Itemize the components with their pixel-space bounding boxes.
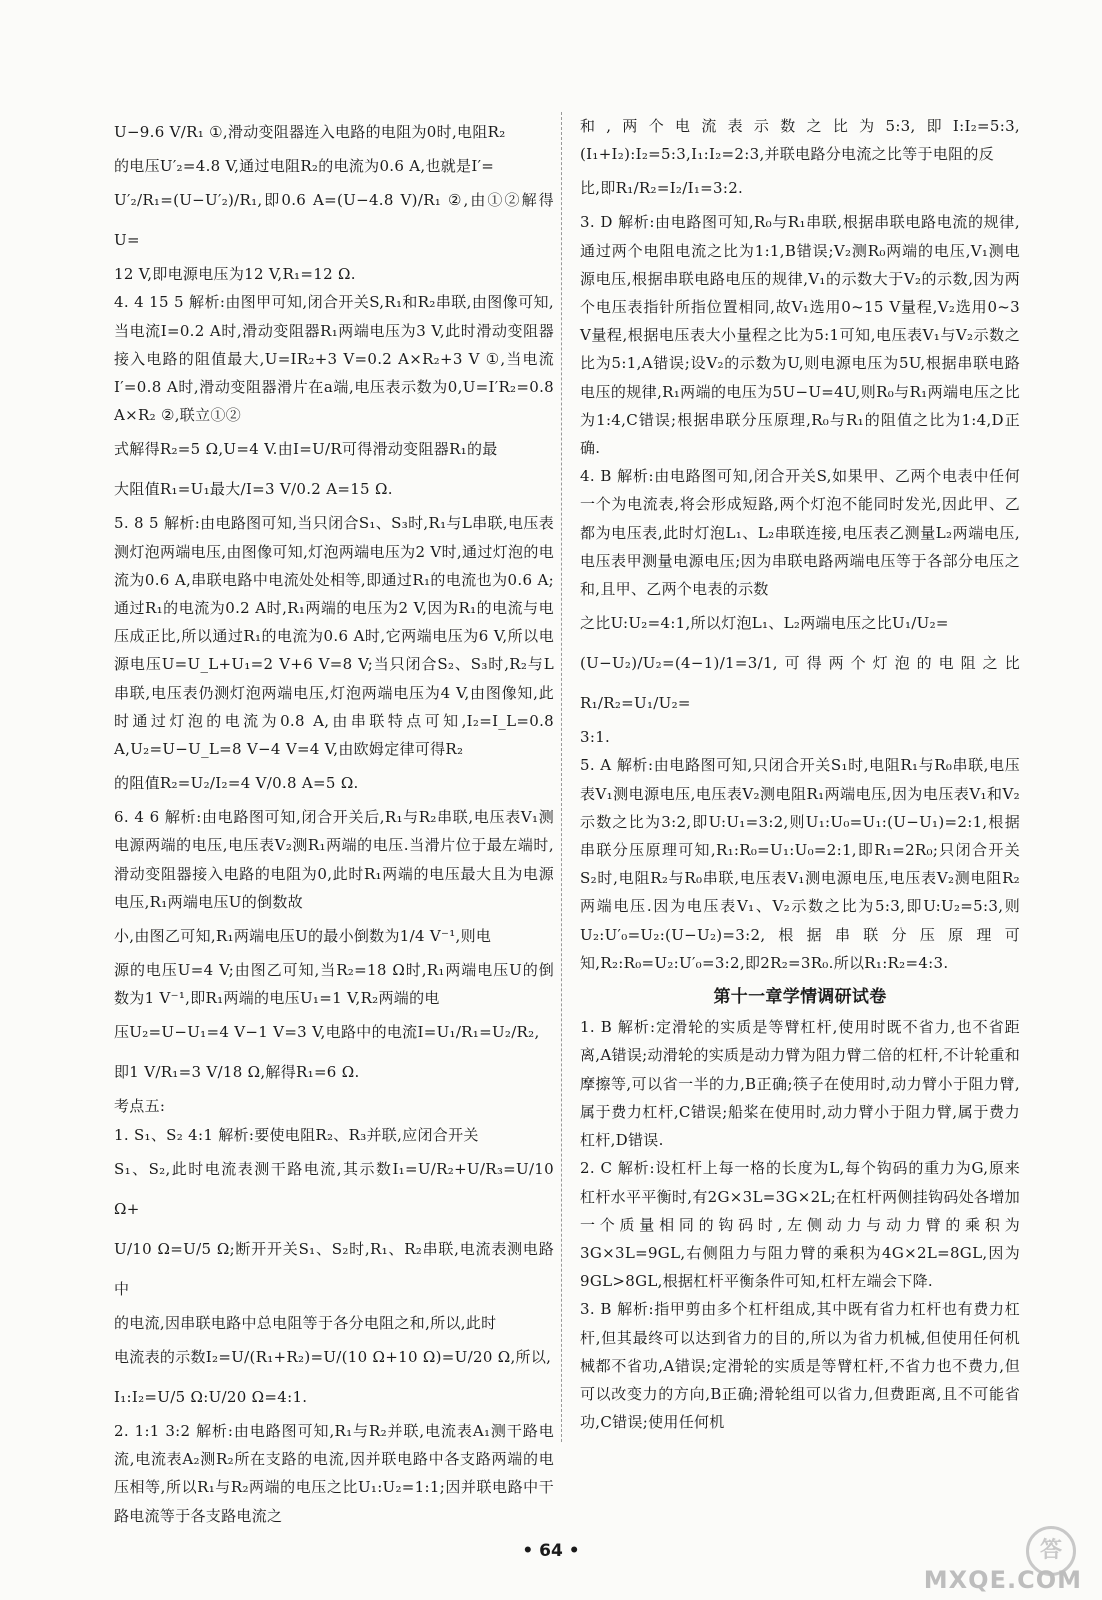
text-paragraph: 3. D 解析:由电路图可知,R₀与R₁串联,根据串联电路电流的规律,通过两个电阻电流之比为1:1,B错误;V₂测R₀两端的电压,V₁测电源电压,根据串联电路电压的规律,V₁的示数大于V₂的示数,因为两个电压表指针所指位置相同,故V₁选用0~15 V量程,V₂选用0~3 V量程,根据电压表大小量程之比为5:1可知,电压表V₁与V₂示数之比为5:1,A错误;设V₂的示数为U,则电源电压为5U,根据串联电路电压的规律,R₁两端的电压为5U−U=4U,则R₀与R₁两端电压之比为1:4,C错误;根据串联分压原理,R₀与R₁的阻值之比为1:4,D正确. xyxy=(580,213,1020,458)
column-divider xyxy=(561,112,562,1442)
text-paragraph: 式解得R₂=5 Ω,U=4 V.由I=U/R可得滑动变阻器R₁的最 xyxy=(114,440,498,459)
right-column-part-a xyxy=(580,112,1020,977)
text-paragraph: 的电压U′₂=4.8 V,通过电阻R₂的电流为0.6 A,也就是I′= xyxy=(114,157,495,175)
text-paragraph: 即1 V/R₁=3 V/18 Ω,解得R₁=6 Ω. xyxy=(114,1063,360,1082)
watermark-seal: 答 xyxy=(1026,1526,1076,1576)
text-paragraph: 5. 8 5 解析:由电路图可知,当只闭合S₁、S₃时,R₁与L串联,电压表测灯泡两端电压,由图像可知,灯泡两端电压为2 V时,通过灯泡的电流为0.6 A,串联电路中电流处处相等,即通过R₁的电流也为0.6 A;通过R₁的电流为0.2 A时,R₁两端的电压为2 V,因为R₁的电流与电压成正比,所以通过R₁的电流为0.6 A时,它两端电压为6 V,所以电源电压U=U_L+U₁=2 V+6 V=8 V;当只闭合S₂、S₃时,R₂与L串联,电压表仍测灯泡两端电压,灯泡两端电压为4 V,由图像知,此时通过灯泡的电流为0.8 A,由串联特点可知,I₂=I_L=0.8 A,U₂=U−U_L=8 V−4 V=4 V,由欧姆定律可得R₂ xyxy=(114,514,554,759)
text-paragraph: 考点五: xyxy=(114,1097,166,1116)
right-column-part-b xyxy=(580,1013,1020,1436)
text-paragraph: S₁、S₂,此时电流表测干路电流,其示数I₁=U/R₂+U/R₃=U/10 Ω+ xyxy=(114,1159,554,1218)
text-paragraph: 大阻值R₁=U₁最大/I=3 V/0.2 A=15 Ω. xyxy=(114,480,393,499)
text-paragraph: 之比U:U₂=4:1,所以灯泡L₁、L₂两端电压之比U₁/U₂= xyxy=(580,614,949,633)
text-paragraph: 电流表的示数I₂=U/(R₁+R₂)=U/(10 Ω+10 Ω)=U/20 Ω,所以, xyxy=(114,1348,552,1367)
text-paragraph: 4. B 解析:由电路图可知,闭合开关S,如果甲、乙两个电表中任何一个为电流表,将会形成短路,两个灯泡不能同时发光,因此甲、乙都为电压表,此时灯泡L₁、L₂串联连接,电压表乙测量L₂两端电压,电压表甲测量电源电压;因为串联电路两端电压等于各部分电压之和,且甲、乙两个电表的示数 xyxy=(580,467,1020,599)
text-paragraph: 4. 4 15 5 解析:由图甲可知,闭合开关S,R₁和R₂串联,由图像可知,当电流I=0.2 A时,滑动变阻器R₁两端电压为3 V,此时滑动变阻器接入电路的阻值最大,U=IR₂+3 V=0.2 A×R₂+3 V ①,当电流I′=0.8 A时,滑动变阻器滑片在a端,电压表示数为0,U=I′R₂=0.8 A×R₂ ②,联立①② xyxy=(114,293,554,425)
text-paragraph: 5. A 解析:由电路图可知,只闭合开关S₁时,电阻R₁与R₀串联,电压表V₁测电源电压,电压表V₂测电阻R₁两端电压,因为电压表V₁和V₂示数之比为3:2,即U:U₁=3:2,则U₁:U₀=U₁:(U−U₁)=2:1,根据串联分压原理可知,R₁:R₀=U₁:U₀=2:1,即R₁=2R₀;只闭合开关S₂时,电阻R₂与R₀串联,电压表V₁测电源电压,电压表V₂测电阻R₂两端电压.因为电压表V₁、V₂示数之比为5:3,即U:U₂=5:3,则U₂:U′₀=U₂:(U−U₂)=3:2,根据串联分压原理可知,R₂:R₀=U₂:U′₀=3:2,即2R₂=3R₀.所以R₁:R₂=4:3. xyxy=(580,756,1020,972)
text-paragraph: 2. 1:1 3:2 解析:由电路图可知,R₁与R₂并联,电流表A₁测干路电流,电流表A₂测R₂所在支路的电流,因并联电路中各支路两端的电压相等,所以R₁与R₂两端的电压之比U₁:U₂=1:1;因并联电路中干路电流等于各支路电流之 xyxy=(114,1422,554,1525)
text-paragraph: 6. 4 6 解析:由电路图可知,闭合开关后,R₁与R₂串联,电压表V₁测电源两端的电压,电压表V₂测R₁两端的电压.当滑片位于最左端时,滑动变阻器接入电路的电阻为0,此时R₁两端的电压最大且为电源电压,R₁两端电压U的倒数故 xyxy=(114,808,554,911)
text-paragraph: 的电流,因串联电路中总电阻等于各分电阻之和,所以,此时 xyxy=(114,1313,497,1332)
section-title: 第十一章学情调研试卷 xyxy=(713,987,887,1008)
text-paragraph: 1. B 解析:定滑轮的实质是等臂杠杆,使用时既不省力,也不省距离,A错误;动滑轮的实质是动力臂为阻力臂二倍的杠杆,不计轮重和摩擦等,可以省一半的力,B正确;筷子在使用时,动力臂小于阻力臂,属于费力杠杆,C错误;船桨在使用时,动力臂小于阻力臂,属于费力杠杆,D错误. xyxy=(580,1018,1020,1150)
watermark-logo xyxy=(923,1524,1082,1594)
watermark-site: MXQE.COM xyxy=(923,1566,1082,1594)
text-paragraph: 和,两个电流表示数之比为5:3,即I:I₂=5:3,(I₁+I₂):I₂=5:3,I₁:I₂=2:3,并联电路分电流之比等于电阻的反 xyxy=(580,117,1020,164)
text-paragraph: (U−U₂)/U₂=(4−1)/1=3/1,可得两个灯泡的电阻之比R₁/R₂=U₁/U₂= xyxy=(580,654,1020,713)
page-number: • 64 • xyxy=(522,1541,580,1561)
text-paragraph: U−9.6 V/R₁ ①,滑动变阻器连入电路的电阻为0时,电阻R₂ xyxy=(114,123,506,141)
text-paragraph: U/10 Ω=U/5 Ω;断开开关S₁、S₂时,R₁、R₂串联,电流表测电路中 xyxy=(114,1239,554,1298)
text-paragraph: 小,由图乙可知,R₁两端电压U的最小倒数为1/4 V⁻¹,则电 xyxy=(114,927,492,946)
text-paragraph: 3:1. xyxy=(580,728,611,747)
text-paragraph: 源的电压U=4 V;由图乙可知,当R₂=18 Ω时,R₁两端电压U的倒数为1 V⁻¹,即R₁两端的电压U₁=1 V,R₂两端的电 xyxy=(114,961,554,1008)
text-paragraph: I₁:I₂=U/5 Ω:U/20 Ω=4:1. xyxy=(114,1388,308,1407)
text-paragraph: 压U₂=U−U₁=4 V−1 V=3 V,电路中的电流I=U₁/R₁=U₂/R₂, xyxy=(114,1023,540,1042)
text-paragraph: 的阻值R₂=U₂/I₂=4 V/0.8 A=5 Ω. xyxy=(114,774,359,793)
text-paragraph: 比,即R₁/R₂=I₂/I₁=3:2. xyxy=(580,179,744,198)
left-column xyxy=(114,112,554,1530)
text-paragraph: 12 V,即电源电压为12 V,R₁=12 Ω. xyxy=(114,265,356,284)
text-paragraph: 2. C 解析:设杠杆上每一格的长度为L,每个钩码的重力为G,原来杠杆水平平衡时,有2G×3L=3G×2L;在杠杆两侧挂钩码处各增加一个质量相同的钩码时,左侧动力与动力臂的乘积为3G×3L=9GL,右侧阻力与阻力臂的乘积为4G×2L=8GL,因为9GL>8GL,根据杠杆平衡条件可知,杠杆左端会下降. xyxy=(580,1159,1020,1291)
right-column xyxy=(580,112,1020,1436)
text-paragraph: 3. B 解析:指甲剪由多个杠杆组成,其中既有省力杠杆也有费力杠杆,但其最终可以达到省力的目的,所以为省力机械,但使用任何机械都不省功,A错误;定滑轮的实质是等臂杠杆,不省力也不费力,但可以改变力的方向,B正确;滑轮组可以省力,但费距离,且不可能省功,C错误;使用任何机 xyxy=(580,1300,1020,1432)
text-paragraph: 1. S₁、S₂ 4:1 解析:要使电阻R₂、R₃并联,应闭合开关 xyxy=(114,1125,479,1144)
text-paragraph: U′₂/R₁=(U−U′₂)/R₁,即0.6 A=(U−4.8 V)/R₁ ②,由①②解得U= xyxy=(114,191,554,250)
